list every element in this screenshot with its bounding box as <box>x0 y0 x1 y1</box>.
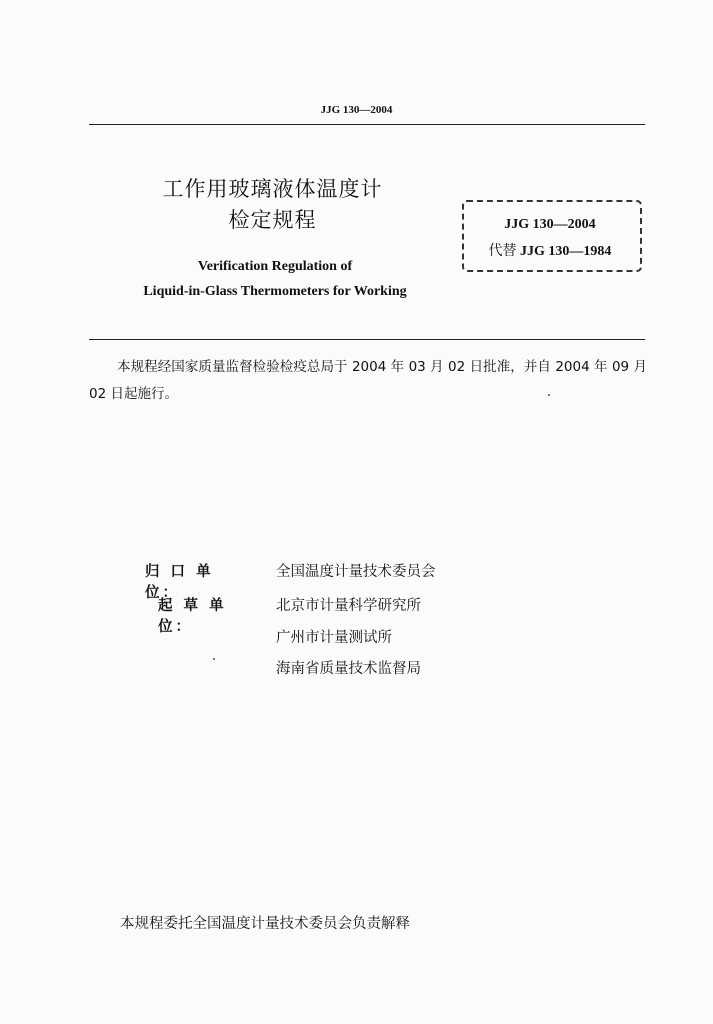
replaces-label: 代替 <box>488 243 517 259</box>
scan-speck <box>213 658 215 660</box>
title-english-line2: Liquid-in-Glass Thermometers for Working <box>143 284 407 299</box>
standard-code-box <box>462 200 642 272</box>
drafting-org-value: 北京市计量科学研究所 <box>276 598 421 614</box>
drafting-org-label: 起 草 单 位： <box>158 598 227 635</box>
interpretation-statement: 本规程委托全国温度计量技术委员会负责解释 <box>120 916 410 932</box>
title-english-line1: Verification Regulation of <box>197 259 353 274</box>
header-code: JJG 130—2004 <box>320 104 393 116</box>
drafting-org-value: 广州市计量测试所 <box>276 630 392 646</box>
section-rule <box>89 339 645 340</box>
replaces-code-line <box>470 240 630 260</box>
replaces-code: JJG 130—1984 <box>520 244 612 259</box>
drafting-org-row <box>0 594 713 635</box>
approval-statement: 本规程经国家质量监督检验检疫总局于 2004 年 03 月 02 日批准，并自 2004 年 09 月 02 日起施行。 <box>89 359 647 402</box>
drafting-org-row <box>0 657 713 683</box>
title-chinese-line1: 工作用玻璃液体温度计 <box>162 177 383 201</box>
drafting-org-row <box>0 626 713 652</box>
title-chinese-line2: 检定规程 <box>228 208 317 232</box>
standard-code: JJG 130—2004 <box>504 217 596 232</box>
scan-speck <box>548 394 550 396</box>
responsible-org-value: 全国温度计量技术委员会 <box>276 564 436 580</box>
responsible-org-row <box>0 560 713 601</box>
header-rule <box>89 124 645 125</box>
drafting-org-value: 海南省质量技术监督局 <box>276 661 421 677</box>
responsible-org-label: 归 口 单 位： <box>145 564 214 601</box>
